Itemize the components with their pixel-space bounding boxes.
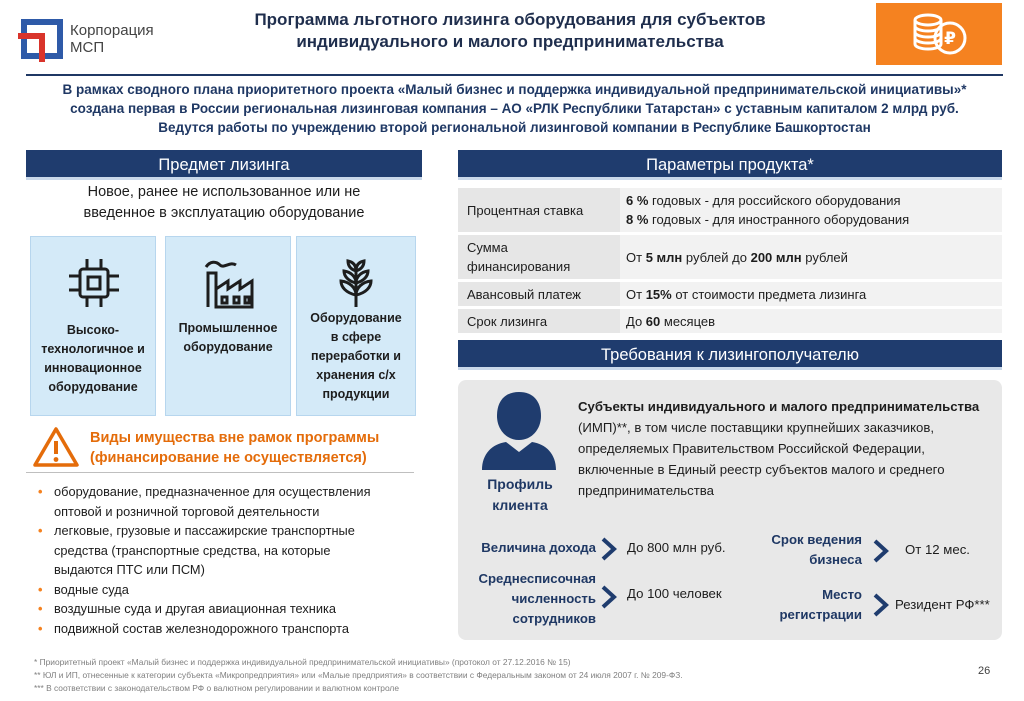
- staff-label: [460, 569, 596, 629]
- footnote-1: * Приоритетный проект «Малый бизнес и поддержка индивидуальной предпринимательской инициативы» (протокол от 27.12.2016 № 15): [34, 657, 571, 667]
- intro-line-2: создана первая в России региональная лизинговая компания – АО «РЛК Республики Татарстан» с уставным капиталом 2 млрд руб.: [70, 101, 959, 116]
- place-label-l1: Место: [822, 587, 862, 602]
- wheat-icon: [329, 259, 383, 309]
- excluded-item-4: воздушные суда и другая авиационная техника: [54, 601, 336, 616]
- card-hightech-label: [31, 321, 155, 397]
- excluded-divider: [26, 472, 414, 473]
- param-row-advance: [458, 282, 1002, 308]
- list-item: [36, 521, 416, 580]
- logo-line-1: Корпорация: [70, 22, 154, 39]
- chevron-right-icon: [872, 538, 890, 564]
- finance-badge: [876, 3, 1002, 65]
- requirements-description: [578, 396, 988, 501]
- place-value: Резидент РФ***: [895, 597, 990, 612]
- place-label-l2: регистрации: [779, 607, 862, 622]
- req-desc-bold: Субъекты индивидуального и малого предпринимательства: [578, 399, 980, 414]
- header-divider: [26, 74, 1003, 76]
- title-line-2: индивидуального и малого предпринимательства: [296, 32, 724, 51]
- card-hightech-l1: Высоко-: [66, 323, 120, 337]
- excluded-item-1a: оборудование, предназначенное для осуществления: [54, 484, 371, 499]
- chevron-right-icon: [600, 536, 618, 562]
- excluded-item-5: подвижной состав железнодорожного транспорта: [54, 620, 349, 636]
- subject-description: [26, 182, 422, 224]
- rate-foreign-bold: 8 %: [626, 212, 649, 227]
- param-advance-key: Авансовый платеж: [467, 286, 581, 302]
- excluded-item-1b: оптовой и розничной торговой деятельности: [54, 503, 320, 519]
- advance-post: от стоимости предмета лизинга: [671, 286, 867, 302]
- title-line-1: Программа льготного лизинга оборудования для субъектов: [254, 10, 766, 29]
- rate-ru-text: годовых - для российского оборудования: [648, 193, 901, 208]
- svg-text:₽: ₽: [944, 29, 956, 49]
- param-row-rate: [458, 188, 1002, 234]
- staff-label-l2: численность: [511, 591, 596, 606]
- list-item: [36, 619, 416, 639]
- req-desc-l4: включенные в Единый реестр субъектов малого и среднего: [578, 462, 945, 477]
- excluded-item-2c: выдаются ПТС или ПСМ): [54, 562, 205, 577]
- card-hightech-l3: инновационное: [44, 361, 142, 375]
- amount-pre: От: [626, 249, 646, 265]
- req-desc-l2: (ИМП)**, в том числе поставщики крупнейших заказчиков,: [578, 420, 935, 435]
- param-amount-key: [458, 235, 620, 279]
- excluded-list: [36, 482, 416, 638]
- client-profile-label: [470, 474, 570, 516]
- card-industrial-label: [166, 319, 290, 357]
- term-months: 60: [645, 313, 661, 329]
- card-hightech: [30, 236, 156, 416]
- card-agro-l4: хранения с/х: [316, 368, 396, 382]
- income-label: Величина дохода: [481, 540, 596, 555]
- card-agro-l3: переработки и: [311, 349, 401, 363]
- card-agro-l5: продукции: [322, 387, 390, 401]
- subject-text-line-1: Новое, ранее не использованное или не: [87, 184, 361, 200]
- req-desc-l5: предпринимательства: [578, 483, 714, 498]
- microchip-icon: [67, 259, 121, 309]
- footnote-2: ** ЮЛ и ИП, отнесенные к категории субъекта «Микропредприятия» или «Малые предприятия» в соответствии с Федеральным законом от 24 июля 2007 г. № 209-ФЗ.: [34, 670, 683, 680]
- excluded-item-2a: легковые, грузовые и пассажирские транспортные: [54, 523, 355, 538]
- user-profile-icon: [478, 388, 560, 470]
- footnote-3: *** В соответствии с законодательством РФ о валютном регулировании и валютном контроле: [34, 683, 399, 693]
- card-industrial-l1: Промышленное: [178, 321, 278, 335]
- card-hightech-l4: оборудование: [48, 380, 138, 394]
- amount-max: 200 млн: [750, 249, 802, 265]
- rate-ru-bold: 6 %: [626, 193, 649, 208]
- amount-post: рублей: [801, 249, 848, 265]
- duration-label-l1: Срок ведения: [771, 532, 862, 547]
- intro-text: [26, 80, 1003, 137]
- excluded-title-line-1: Виды имущества вне рамок программы: [90, 430, 380, 446]
- excluded-title: [90, 428, 379, 468]
- list-item: [36, 599, 416, 619]
- param-amount-value: [620, 235, 1002, 279]
- advance-pre: От: [626, 286, 646, 302]
- excluded-item-2b: средства (транспортные средства, на которые: [54, 542, 331, 558]
- income-value: До 800 млн руб.: [627, 540, 726, 555]
- warning-icon: [32, 426, 80, 468]
- staff-label-l1: Среднесписочная: [478, 571, 596, 586]
- page-title: [180, 9, 840, 53]
- subject-header: Предмет лизинга: [26, 150, 422, 180]
- list-item: [36, 482, 416, 521]
- param-amount-key-l1: Сумма: [467, 240, 508, 255]
- rate-foreign-text: годовых - для иностранного оборудования: [648, 212, 910, 227]
- duration-label-l2: бизнеса: [809, 552, 862, 567]
- req-desc-l3: определяемых Правительством Российской Федерации,: [578, 441, 925, 456]
- factory-icon: [202, 259, 256, 309]
- param-amount-key-l2: финансирования: [467, 259, 571, 274]
- card-hightech-l2: технологичное и: [41, 342, 145, 356]
- duration-value: От 12 мес.: [905, 542, 970, 557]
- param-row-amount: [458, 235, 1002, 281]
- coins-icon: [910, 8, 970, 60]
- logo-line-2: МСП: [70, 39, 105, 56]
- card-agro-label: [297, 309, 415, 404]
- excluded-item-3: водные суда: [54, 581, 129, 597]
- card-agro-l2: в сфере: [330, 330, 382, 344]
- chevron-right-icon: [600, 584, 618, 610]
- excluded-title-line-2: (финансирование не осуществляется): [90, 450, 367, 466]
- card-industrial-l2: оборудование: [183, 340, 273, 354]
- amount-min: 5 млн: [645, 249, 683, 265]
- card-agro-l1: Оборудование: [310, 311, 402, 325]
- term-pre: До: [626, 313, 646, 329]
- page-number: 26: [978, 665, 991, 677]
- footnotes: [34, 656, 934, 695]
- advance-percent: 15%: [645, 286, 672, 302]
- place-label: [742, 585, 862, 625]
- card-agro: [296, 236, 416, 416]
- param-row-term: [458, 309, 1002, 335]
- logo-text: [70, 22, 154, 56]
- staff-label-l3: сотрудников: [512, 611, 596, 626]
- param-rate-key: Процентная ставка: [467, 202, 584, 218]
- requirements-header: Требования к лизингополучателю: [458, 340, 1002, 370]
- amount-mid: рублей до: [682, 249, 751, 265]
- duration-label: [742, 530, 862, 570]
- subject-text-line-2: введенное в эксплуатацию оборудование: [83, 205, 365, 221]
- params-header: Параметры продукта*: [458, 150, 1002, 180]
- param-rate-value: [620, 188, 1002, 232]
- param-term-key: Срок лизинга: [467, 313, 548, 329]
- card-industrial: [165, 236, 291, 416]
- staff-value: До 100 человек: [627, 586, 722, 601]
- term-post: месяцев: [660, 313, 716, 329]
- param-term-value: [620, 309, 1002, 333]
- intro-line-1: В рамках сводного плана приоритетного проекта «Малый бизнес и поддержка индивидуальной предпринимательской инициативы»*: [62, 82, 967, 97]
- profile-label-l2: клиента: [492, 497, 548, 513]
- intro-line-3: Ведутся работы по учреждению второй региональной лизинговой компании в Республике Башкортостан: [158, 120, 871, 135]
- param-advance-value: [620, 282, 1002, 306]
- logo-mark-icon: [16, 16, 68, 62]
- profile-label-l1: Профиль: [487, 476, 553, 492]
- list-item: [36, 580, 416, 600]
- chevron-right-icon: [872, 592, 890, 618]
